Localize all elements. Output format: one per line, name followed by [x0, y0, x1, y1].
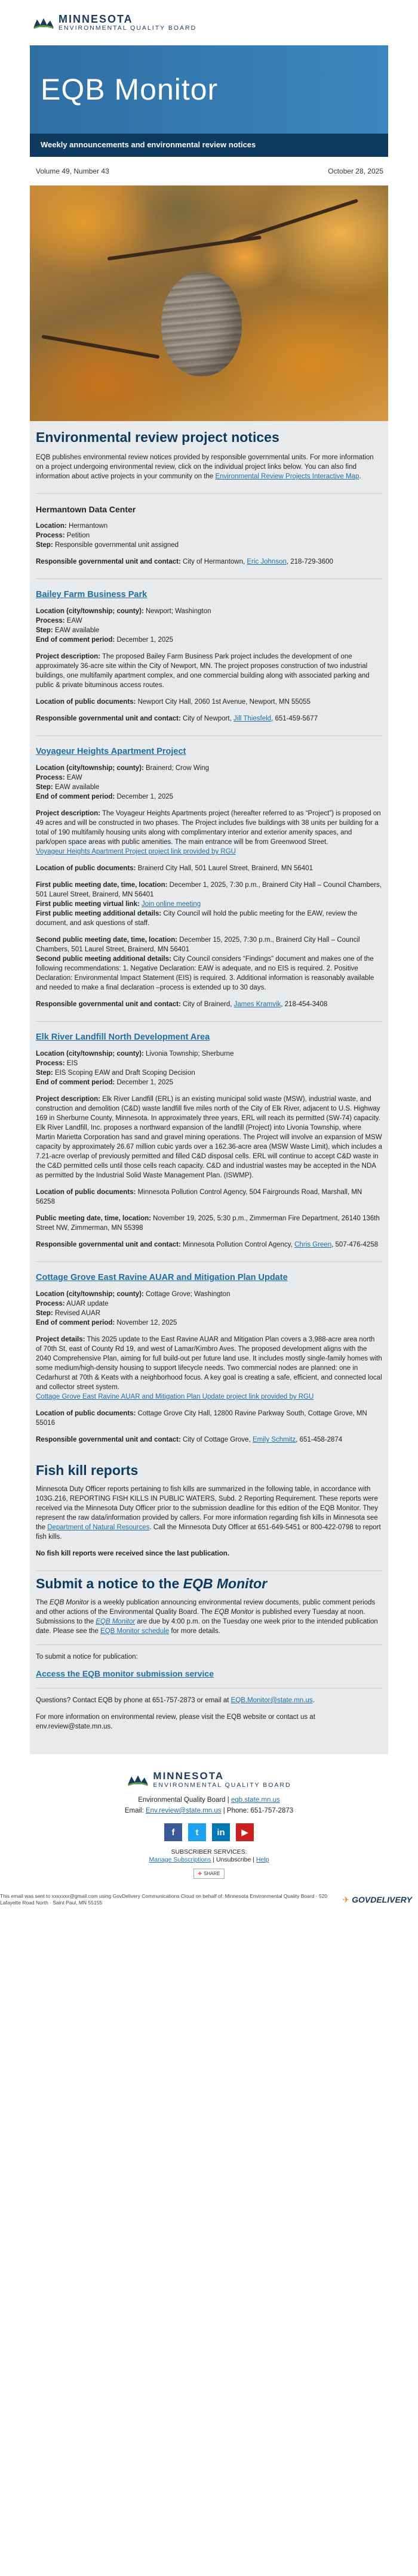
footer-brand-subtitle: ENVIRONMENTAL QUALITY BOARD — [153, 1782, 291, 1789]
project-location: Location (city/township; county): Livonia Township; Sherburne — [36, 1050, 234, 1057]
help-link[interactable]: Help — [256, 1856, 269, 1863]
dnr-link[interactable]: Department of Natural Resources — [47, 1524, 150, 1531]
rgu-contact-link[interactable]: Jill Thiesfeld — [233, 715, 272, 722]
branch-shape — [232, 199, 358, 243]
footer-brand-name: MINNESOTA — [153, 1770, 225, 1782]
rgu-contact-link[interactable]: Chris Green — [294, 1241, 332, 1248]
project-title: Hermantown Data Center — [36, 505, 136, 514]
header-logo[interactable] — [30, 0, 388, 45]
submit-instructions: To submit a notice for publication: — [36, 1653, 138, 1660]
footer-contact-line: Email: Env.review@state.mn.us | Phone: 651-757-2873 — [124, 1807, 294, 1814]
issue-volume: Volume 49, Number 43 — [36, 167, 109, 175]
hero-banner — [30, 45, 388, 134]
rgu-contact-link[interactable]: Emily Schmitz — [252, 1436, 296, 1443]
project-documents: Location of public documents: Brainerd City Hall, 501 Laurel Street, Brainerd, MN 56401 — [36, 865, 313, 872]
interactive-map-link[interactable]: Environmental Review Projects Interactive Map — [215, 473, 359, 480]
hornet-nest-autumn-leaves-photo — [30, 185, 388, 421]
issue-meta — [30, 157, 388, 185]
project-documents: Location of public documents: Newport City Hall, 2060 1st Avenue, Newport, MN 55055 — [36, 698, 311, 706]
project-elk-river-landfill — [36, 1032, 382, 1250]
second-meeting-details: Second public meeting additional details: City Council considers “Findings” document and makes one of the following recommendations: 1. Negative Declaration: EAW is adequate, and no EIS is required. 2. Positive Declaration: Environmental Impact Statement (EIS) is required. 3. Additional information is reasonably available and needed to make a final declaration –process is extended up to 30 days. — [36, 955, 374, 991]
eqb-website-link[interactable]: eqb.state.mn.us — [230, 1796, 280, 1804]
divider — [36, 493, 382, 494]
project-comment-end: End of comment period: November 12, 2025 — [36, 1319, 177, 1326]
minnesota-logo-icon — [127, 1773, 149, 1786]
project-rgu: Responsible governmental unit and contact: City of Cottage Grove, Emily Schmitz, 651-458-2874 — [36, 1436, 343, 1443]
project-rgu: Responsible governmental unit and contact: City of Newport, Jill Thiesfeld, 651-459-5677 — [36, 715, 318, 722]
project-cottage-grove — [36, 1273, 382, 1445]
submission-service-link[interactable]: Access the EQB monitor submission service — [36, 1669, 214, 1678]
project-step: Step: Responsible governmental unit assigned — [36, 542, 179, 549]
submit-heading: Submit a notice to the EQB Monitor — [36, 1576, 268, 1591]
footer-board-line: Environmental Quality Board | eqb.state.mn.us — [138, 1796, 280, 1804]
brand-name: MINNESOTA — [59, 13, 133, 25]
first-meeting-details: First public meeting additional details: City Council will hold the public meeting for the EAW, review the document, and ask questions of staff. — [36, 910, 358, 927]
govdelivery-logo[interactable]: ✈ GOVDELIVERY — [342, 1894, 412, 1904]
join-meeting-link[interactable]: Join online meeting — [142, 901, 201, 908]
project-description: Project details: This 2025 update to the East Ravine AUAR and Mitigation Plan covers a 3,988-acre area north of 70th St, east of County Rd 19, and west of Lamar/Kimbro Aves. The proposed development aligns with the 2040 Comprehensive Plan, aiming for full build-out per future land use. It includes mostly single-family homes with some medium/high-density housing to support lifecycle needs. Two commercial nodes are planned: one in Cedarhurst at 70th & Keats with a neighborhood focus. A key goal is creating a safe, efficient, and connected local and collector street system. — [36, 1336, 382, 1391]
hornet-nest — [161, 272, 242, 376]
first-meeting: First public meeting date, time, location: December 1, 2025, 7:30 p.m., Brainerd City Hall – Council Chambers, 501 Laurel Street, Brainerd, MN 56401 — [36, 882, 382, 898]
fish-kill-none: No fish kill reports were received since the last publication. — [36, 1550, 230, 1557]
fish-kill-body: Minnesota Duty Officer reports pertaining to fish kills are summarized in the following table, in accordance with 103G.216, REPORTING FISH KILLS IN PUBLIC WATERS, Subd. 2 Reporting Requirement. These reports were received via the Minnesota Duty Officer prior to the submission deadline for this edition of the EQB Monitor. They represent the raw data/information provided by callers. For more information regarding fish kills in Minnesota see the Department of Natural Resources. Call the Minnesota Duty Officer at 651-649-5451 or 800-422-0798 to report fish kills. — [36, 1486, 381, 1541]
email-disclaimer: This email was sent to xxxxxxx@gmail.com using GovDelivery Communications Cloud on behalf of: Minnesota Environmental Quality Board · 520 Lafayette Road North · Saint Paul, MN 55155 — [0, 1893, 328, 1906]
brand-subtitle: ENVIRONMENTAL QUALITY BOARD — [59, 24, 197, 32]
main-content — [30, 421, 388, 1747]
facebook-icon[interactable]: f — [164, 1823, 182, 1841]
tagline: Weekly announcements and environmental review notices — [30, 134, 388, 157]
project-description: Project description: The Voyageur Heights Apartments project (hereafter referred to as “Project”) is proposed on 49 acres and will be constructed in two phases. The Project includes five buildings with 38 units per building for a total of 190 multifamily housing units along with complimentary interior and exterior amenity spaces, and park/open space areas with public amenities. The main entrance will be from Greenwood Street. — [36, 810, 381, 846]
project-voyageur-heights — [36, 747, 382, 1009]
project-process: Process: EAW — [36, 617, 82, 624]
eqb-monitor-link[interactable]: EQB Monitor — [96, 1618, 136, 1625]
divider — [36, 1021, 382, 1022]
rgu-contact-link[interactable]: James Kramvik — [233, 1001, 281, 1008]
project-location: Location: Hermantown — [36, 522, 108, 530]
project-process: Process: Petition — [36, 532, 90, 539]
project-description: Project description: The proposed Bailey Farm Business Park project includes the development of one approximately 36-acre site within the City of Newport, MN. The project proposes construction of two industrial buildings, one multifamily apartment complex, and one commercial building along with associated parking and public & private bituminous access routes. — [36, 653, 370, 689]
project-location: Location (city/township; county): Brainerd; Crow Wing — [36, 765, 210, 772]
share-button[interactable]: ✚ SHARE — [193, 1869, 224, 1879]
project-documents: Location of public documents: Minnesota Pollution Control Agency, 504 Fairgrounds Road, Marshall, MN 56258 — [36, 1189, 362, 1205]
second-meeting: Second public meeting date, time, location: December 15, 2025, 7:30 p.m., Brainerd City Hall – Council Chambers, 501 Laurel Street, Brainerd, MN 56401 — [36, 936, 360, 953]
manage-subscriptions-link[interactable]: Manage Subscriptions — [149, 1856, 211, 1863]
questions-contact: Questions? Contact EQB by phone at 651-757-2873 or email at EQB.Monitor@state.mn.us. — [36, 1697, 315, 1704]
rgu-project-link[interactable]: Voyageur Heights Apartment Project project link provided by RGU — [36, 848, 236, 855]
env-review-email-link[interactable]: Env.review@state.mn.us — [146, 1807, 222, 1814]
footer-logo[interactable] — [30, 1771, 388, 1789]
project-comment-end: End of comment period: December 1, 2025 — [36, 1079, 174, 1086]
divider — [36, 1570, 382, 1571]
project-process: Process: AUAR update — [36, 1300, 109, 1307]
newsletter-title: EQB Monitor — [41, 73, 219, 106]
subscriber-services: SUBSCRIBER SERVICES: Manage Subscriptions | Unsubscribe | Help ✚ SHARE — [30, 1848, 388, 1879]
fish-kill-heading: Fish kill reports — [36, 1462, 139, 1478]
project-location: Location (city/township; county): Newport; Washington — [36, 608, 211, 615]
project-process: Process: EIS — [36, 1060, 78, 1067]
project-title-link[interactable]: Cottage Grove East Ravine AUAR and Mitigation Plan Update — [36, 1273, 288, 1282]
project-bailey-farm — [36, 590, 382, 723]
social-links — [30, 1823, 388, 1841]
more-info: For more information on environmental review, please visit the EQB website or contact us at env.review@state.mn.us. — [36, 1714, 315, 1730]
notices-heading: Environmental review project notices — [36, 429, 279, 445]
minnesota-logo-icon — [32, 16, 55, 29]
project-title-link[interactable]: Voyageur Heights Apartment Project — [36, 747, 186, 756]
project-step: Step: EAW available — [36, 627, 100, 634]
submit-body: The EQB Monitor is a weekly publication announcing environmental review documents, public comment periods and other actions of the Environmental Quality Board. The EQB Monitor is published every Tuesday at noon. Submissions to the EQB Monitor are due by 4:00 p.m. on the Tuesday one week prior to the intended publication date. Please see the EQB Monitor schedule for more details. — [36, 1599, 378, 1635]
project-documents: Location of public documents: Cottage Grove City Hall, 12800 Ravine Parkway South, Cottage Grove, MN 55016 — [36, 1410, 367, 1427]
divider — [36, 1688, 382, 1689]
project-comment-end: End of comment period: December 1, 2025 — [36, 636, 174, 644]
project-title-link[interactable]: Bailey Farm Business Park — [36, 590, 147, 599]
footer — [30, 1754, 388, 1887]
divider — [36, 1261, 382, 1262]
monitor-email-link[interactable]: EQB.Monitor@state.mn.us — [230, 1697, 313, 1704]
rgu-project-link[interactable]: Cottage Grove East Ravine AUAR and Mitigation Plan Update project link provided by RGU — [36, 1393, 314, 1400]
project-comment-end: End of comment period: December 1, 2025 — [36, 793, 174, 800]
project-process: Process: EAW — [36, 774, 82, 781]
govdelivery-icon: ✈ — [342, 1894, 350, 1904]
project-step: Step: EAW available — [36, 784, 100, 791]
bottom-bar — [0, 1887, 418, 1906]
project-rgu: Responsible governmental unit and contact: City of Hermantown, Eric Johnson, 218-729-3600 — [36, 558, 333, 565]
first-meeting-virtual: First public meeting virtual link: Join online meeting — [36, 901, 201, 908]
project-step: Step: Revised AUAR — [36, 1310, 101, 1317]
divider — [36, 735, 382, 736]
issue-date: October 28, 2025 — [328, 167, 383, 175]
rgu-contact-link[interactable]: Eric Johnson — [247, 558, 287, 565]
project-hermantown — [36, 505, 382, 567]
monitor-schedule-link[interactable]: EQB Monitor schedule — [100, 1628, 170, 1635]
project-step: Step: EIS Scoping EAW and Draft Scoping Decision — [36, 1069, 195, 1077]
branch-shape — [41, 335, 159, 359]
project-rgu: Responsible governmental unit and contact: Minnesota Pollution Control Agency, Chris Green, 507-476-4258 — [36, 1241, 379, 1248]
project-title-link[interactable]: Elk River Landfill North Development Area — [36, 1032, 210, 1042]
divider — [36, 1644, 382, 1645]
email-body — [30, 0, 388, 1887]
public-meeting: Public meeting date, time, location: November 19, 2025, 5:30 p.m., Zimmerman Fire Department, 26140 136th Street NW, Zimmerman, MN 55398 — [36, 1215, 380, 1232]
twitter-icon[interactable]: t — [188, 1823, 206, 1841]
unsubscribe-link[interactable]: Unsubscribe — [216, 1856, 251, 1863]
project-rgu: Responsible governmental unit and contact: City of Brainerd, James Kramvik, 218-454-3408 — [36, 1001, 328, 1008]
notices-intro: EQB publishes environmental review notices provided by responsible governmental units. For more information on a project undergoing environmental review, click on the individual project links below. You can also find information about active projects in your community on the Environmental Review Projects Interactive Map. — [36, 454, 374, 480]
project-location: Location (city/township; county): Cottage Grove; Washington — [36, 1291, 230, 1298]
share-icon: ✚ — [198, 1871, 202, 1876]
youtube-icon[interactable]: ▶ — [236, 1823, 254, 1841]
linkedin-icon[interactable]: in — [212, 1823, 230, 1841]
project-description: Project description: Elk River Landfill (ERL) is an existing municipal solid waste (MSW), industrial waste, and construction and demolition (C&D) waste landfill five miles north of the City of Elk River, adjacent to U.S. Highway 169 in Sherburne County, Minnesota. In approximately three years, ERL will reach its permitted (SW-74) capacity. Elk River Landfill, Inc. proposes a northward expansion of the landfill (Project) into Livonia Township, where Martin Marietta Corporation has sand and gravel mining operations. The Project will involve an expansion of MSW capacity by approximately 26.67 million cubic yards over a 162.36-acre area (MSW Waste Limit), which includes a 7.21-acre overlap of previously permitted and filled C&D disposal cells. ERL will continue to accept C&D waste in the C&D permitted cells until those cells reach capacity. C&D and industrial wastes may be accepted in the NDA as permitted by the Industrial Solid Waste Management Plan. (ISWMP). — [36, 1096, 382, 1179]
